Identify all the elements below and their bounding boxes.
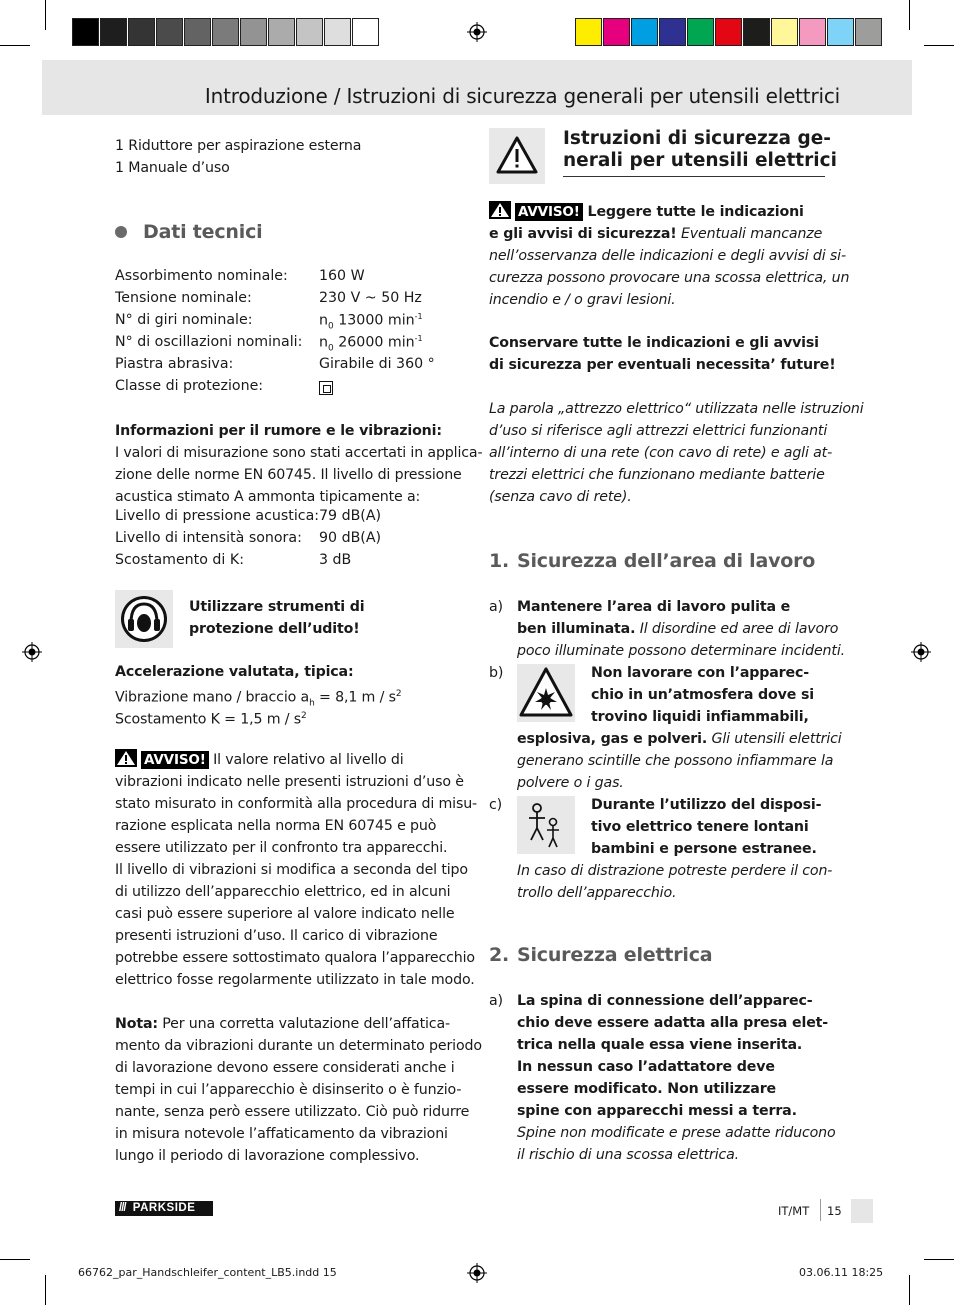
crop-mark bbox=[909, 1275, 910, 1305]
color-swatch bbox=[715, 18, 742, 46]
section-heading-tech: Dati tecnici bbox=[143, 221, 263, 243]
spec-label: N° di oscillazioni nominali: bbox=[115, 334, 303, 350]
color-swatch bbox=[575, 18, 602, 46]
safety-warning-icon-box bbox=[489, 128, 545, 184]
section-number-2: 2. bbox=[489, 944, 510, 966]
gray-swatch bbox=[268, 18, 295, 46]
warning-triangle-icon bbox=[489, 128, 545, 184]
spec-value-part: n bbox=[319, 334, 328, 351]
electrical-bold-line: spine con apparecchi messi a terra. bbox=[517, 1103, 797, 1119]
main-heading: Istruzioni di sicurezza ge- nerali per utensili elettrici bbox=[563, 128, 837, 171]
color-swatch bbox=[743, 18, 770, 46]
electrical-bold-line: chio deve essere adatta alla presa elet- bbox=[517, 1015, 829, 1031]
warning-paragraph-first: AVVISO! Il valore relativo al livello di bbox=[115, 749, 404, 771]
noise-line: acustica stimato A ammonta tipicamente a: bbox=[115, 489, 421, 505]
crop-mark bbox=[0, 1259, 30, 1260]
electrical-bold-line: trica nella quale essa viene inserita. bbox=[517, 1037, 803, 1053]
gray-swatch bbox=[72, 18, 99, 46]
bullet-icon bbox=[115, 226, 127, 238]
warning-triangle-icon bbox=[115, 749, 137, 767]
electrical-bold-line: essere modificato. Non utilizzare bbox=[517, 1081, 777, 1097]
item-a-line: ben illuminata. Il disordine ed aree di lavoro bbox=[517, 621, 839, 637]
warning-line: essere utilizzato per il confronto tra apparecchi. bbox=[115, 840, 448, 856]
spec-value: Girabile di 360 ° bbox=[319, 356, 435, 372]
spec-value: 160 W bbox=[319, 268, 365, 284]
section-heading-electrical: Sicurezza elettrica bbox=[517, 944, 713, 966]
crop-mark bbox=[45, 1275, 46, 1305]
protection-class-inner bbox=[323, 385, 331, 393]
crop-mark bbox=[924, 1259, 954, 1260]
warning-line: presenti istruzioni d’uso. Il carico di vibrazione bbox=[115, 928, 438, 944]
delivery-item: 1 Manuale d’uso bbox=[115, 160, 230, 176]
spec-value-part: n bbox=[319, 312, 328, 329]
page-tab bbox=[851, 1199, 873, 1223]
ear-protection-text: Utilizzare strumenti di bbox=[189, 599, 365, 615]
spec-value-part: 13000 min bbox=[333, 312, 415, 329]
right-warning-line: curezza possono provocare una scossa elettrica, un bbox=[489, 270, 850, 286]
ear-protection-text: protezione dell’udito! bbox=[189, 621, 360, 637]
keep-instructions: di sicurezza per eventuali necessita’ future! bbox=[489, 357, 836, 373]
note-line: nante, senza però essere utilizzato. Ciò può ridurre bbox=[115, 1104, 470, 1120]
electrical-bold-line: La spina di connessione dell’apparec- bbox=[517, 993, 813, 1009]
item-a-italic: poco illuminate possono determinare incidenti. bbox=[517, 643, 845, 659]
item-c-bold: Durante l’utilizzo del disposi- bbox=[591, 797, 822, 813]
definition-line: trezzi elettrici che funzionano mediante batterie bbox=[489, 467, 825, 483]
right-warning-line: nell’osservanza delle indicazioni e degli avvisi di si- bbox=[489, 248, 846, 264]
warning-line: Il livello di vibrazioni si modifica a seconda del tipo bbox=[115, 862, 468, 878]
definition-line: all’interno di una rete (con cavo di rete) e agli at- bbox=[489, 445, 833, 461]
spec-value-sup: -1 bbox=[414, 334, 423, 343]
item-c-bold: tivo elettrico tenere lontani bbox=[591, 819, 809, 835]
color-swatch bbox=[603, 18, 630, 46]
warning-line: di utilizzo dell’apparecchio elettrico, ed in alcuni bbox=[115, 884, 451, 900]
spec-value-part: 26000 min bbox=[333, 334, 415, 351]
noise-heading: Informazioni per il rumore e le vibrazioni: bbox=[115, 423, 442, 439]
gray-swatch bbox=[296, 18, 323, 46]
spec-value-sub: 0 bbox=[328, 343, 334, 354]
crop-mark bbox=[924, 45, 954, 46]
gray-swatch bbox=[240, 18, 267, 46]
item-b-line: esplosiva, gas e polveri. Gli utensili elettrici bbox=[517, 731, 842, 747]
accel-line: Scostamento K = 1,5 m / $s^2$ bbox=[115, 711, 307, 728]
registration-mark-icon bbox=[911, 642, 931, 662]
color-swatch bbox=[799, 18, 826, 46]
noise-label: Livello di pressione acustica: bbox=[115, 508, 320, 524]
spec-label: Tensione nominale: bbox=[115, 290, 252, 306]
right-warning-second: e gli avvisi di sicurezza! Eventuali mancanze bbox=[489, 226, 823, 242]
heading-underline bbox=[563, 176, 825, 177]
accel-line: Vibrazione mano / braccio $a_h = 8,1$ m / $s^2$ bbox=[115, 689, 402, 709]
noise-value: 90 dB(A) bbox=[319, 530, 382, 546]
keep-children-away-icon bbox=[517, 796, 575, 854]
color-swatch bbox=[855, 18, 882, 46]
item-c-italic: In caso di distrazione potreste perdere il con- bbox=[517, 863, 833, 879]
warning-line: vibrazioni indicato nelle presenti istruzioni d’uso è bbox=[115, 774, 464, 790]
warning-line: potrebbe essere sottostimato qualora l’apparecchio bbox=[115, 950, 475, 966]
registration-mark-icon bbox=[22, 642, 42, 662]
warning-line: casi può essere superiore al valore indicato nelle bbox=[115, 906, 455, 922]
item-b-bold: trovino liquidi infiammabili, bbox=[591, 709, 809, 725]
crop-mark bbox=[909, 0, 910, 30]
spec-value-sup: -1 bbox=[414, 312, 423, 321]
page-number: 15 bbox=[827, 1204, 842, 1218]
warning-badge: AVVISO! bbox=[141, 751, 209, 769]
spec-value bbox=[319, 312, 423, 332]
gray-swatch bbox=[212, 18, 239, 46]
registration-mark-icon bbox=[467, 22, 487, 42]
gray-swatch bbox=[156, 18, 183, 46]
gray-swatch bbox=[352, 18, 379, 46]
crop-mark bbox=[45, 0, 46, 30]
ear-protection-icon bbox=[115, 590, 173, 648]
note-line: in misura notevole l’affaticamento da vibrazioni bbox=[115, 1126, 448, 1142]
spec-label: N° di giri nominale: bbox=[115, 312, 253, 328]
gray-swatch bbox=[128, 18, 155, 46]
registration-mark-icon bbox=[467, 1263, 487, 1283]
brand-logo: /// PARKSIDE bbox=[115, 1201, 213, 1216]
noise-label: Scostamento di K: bbox=[115, 552, 244, 568]
noise-line: I valori di misurazione sono stati accertati in applica- bbox=[115, 445, 483, 461]
color-swatch bbox=[631, 18, 658, 46]
noise-value: 3 dB bbox=[319, 552, 352, 568]
section-heading-work-area: Sicurezza dell’area di lavoro bbox=[517, 550, 816, 572]
item-c-bold: bambini e persone estranee. bbox=[591, 841, 817, 857]
children-icon-box bbox=[517, 796, 575, 854]
electrical-bold-line: In nessun caso l’adattatore deve bbox=[517, 1059, 775, 1075]
explosion-icon-box bbox=[517, 664, 575, 722]
note-paragraph-first: Nota: Per una corretta valutazione dell’affatica- bbox=[115, 1016, 450, 1032]
electrical-italic: il rischio di una scossa elettrica. bbox=[517, 1147, 740, 1163]
note-line: tempi in cui l’apparecchio è disinserito o è funzio- bbox=[115, 1082, 462, 1098]
warning-line: elettrico fosse regolarmente utilizzato in tale modo. bbox=[115, 972, 475, 988]
right-warning-first: AVVISO! Leggere tutte le indicazioni bbox=[489, 201, 804, 223]
warning-triangle-icon bbox=[489, 201, 511, 219]
warning-badge: AVVISO! bbox=[515, 203, 583, 221]
item-c-italic: trollo dell’apparecchio. bbox=[517, 885, 677, 901]
spec-label: Classe di protezione: bbox=[115, 378, 264, 394]
file-info: 66762_par_Handschleifer_content_LB5.indd 15 bbox=[78, 1266, 337, 1279]
keep-instructions: Conservare tutte le indicazioni e gli avvisi bbox=[489, 335, 819, 351]
item-label-a: a) bbox=[489, 599, 503, 615]
gray-swatch bbox=[100, 18, 127, 46]
gray-swatch bbox=[324, 18, 351, 46]
accel-heading: Accelerazione valutata, tipica: bbox=[115, 664, 354, 680]
explosive-atmosphere-icon bbox=[517, 664, 575, 722]
delivery-item: 1 Riduttore per aspirazione esterna bbox=[115, 138, 362, 154]
noise-line: zione delle norme EN 60745. Il livello di pressione bbox=[115, 467, 462, 483]
note-line: di lavorazione devono essere considerati anche i bbox=[115, 1060, 455, 1076]
language-code: IT/MT bbox=[778, 1204, 810, 1218]
color-swatch bbox=[659, 18, 686, 46]
protection-class-icon bbox=[319, 381, 333, 395]
item-a-bold: Mantenere l’area di lavoro pulita e bbox=[517, 599, 791, 615]
item-label-c: c) bbox=[489, 797, 503, 813]
warning-line: stato misurato in conformità alla procedura di misu- bbox=[115, 796, 478, 812]
color-swatch bbox=[827, 18, 854, 46]
spec-label: Piastra abrasiva: bbox=[115, 356, 234, 372]
crop-mark bbox=[0, 45, 30, 46]
item-b-italic: polvere o i gas. bbox=[517, 775, 624, 791]
spec-label: Assorbimento nominale: bbox=[115, 268, 288, 284]
section-number-1: 1. bbox=[489, 550, 510, 572]
spec-value: 230 V ~ 50 Hz bbox=[319, 290, 422, 306]
ear-protection-icon-box bbox=[115, 590, 173, 648]
print-date: 03.06.11 18:25 bbox=[799, 1266, 884, 1279]
page-title: Introduzione / Istruzioni di sicurezza generali per utensili elettrici bbox=[204, 84, 840, 108]
item-b-bold: chio in un’atmosfera dove si bbox=[591, 687, 815, 703]
color-swatch bbox=[687, 18, 714, 46]
item-label-a: a) bbox=[489, 993, 503, 1009]
spec-value-sub: 0 bbox=[328, 321, 334, 332]
gray-swatch bbox=[184, 18, 211, 46]
right-warning-line: incendio e / o gravi lesioni. bbox=[489, 292, 676, 308]
noise-value: 79 dB(A) bbox=[319, 508, 382, 524]
note-line: mento da vibrazioni durante un determinato periodo bbox=[115, 1038, 482, 1054]
electrical-italic: Spine non modificate e prese adatte riducono bbox=[517, 1125, 836, 1141]
item-b-italic: generano scintille che possono infiammare la bbox=[517, 753, 834, 769]
noise-label: Livello di intensità sonora: bbox=[115, 530, 302, 546]
definition-line: La parola „attrezzo elettrico“ utilizzata nelle istruzioni bbox=[489, 401, 864, 417]
definition-line: d’uso si riferisce agli attrezzi elettrici funzionanti bbox=[489, 423, 828, 439]
note-line: lungo il periodo di lavorazione complessivo. bbox=[115, 1148, 420, 1164]
definition-line: (senza cavo di rete). bbox=[489, 489, 632, 505]
footer-divider bbox=[820, 1199, 821, 1221]
item-b-bold: Non lavorare con l’apparec- bbox=[591, 665, 809, 681]
item-label-b: b) bbox=[489, 665, 504, 681]
color-swatch bbox=[771, 18, 798, 46]
warning-line: razione esplicata nella norma EN 60745 e può bbox=[115, 818, 437, 834]
spec-value bbox=[319, 334, 423, 354]
